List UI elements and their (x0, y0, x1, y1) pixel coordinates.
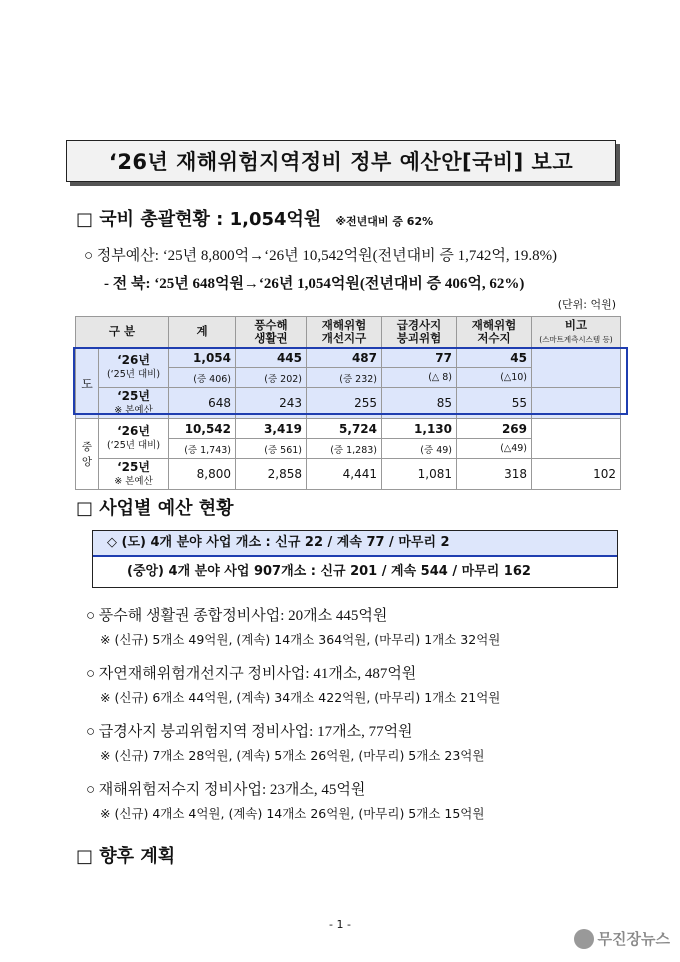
cell-value: 5,724 (307, 419, 382, 439)
cell-value: 318 (457, 459, 532, 490)
row-sublabel: (‘25년 대비) (106, 440, 161, 452)
remark-sub: (스마트계측시스템 등) (539, 335, 613, 344)
section3-heading: □ 향후 계획 (76, 846, 176, 867)
cell-subvalue: (△49) (457, 439, 532, 459)
section2-heading: □ 사업별 예산 현황 (76, 498, 234, 519)
row-label (99, 388, 169, 419)
cell-subvalue: (증 406) (169, 368, 236, 388)
cell-value: 1,054 (169, 348, 236, 368)
group-label: 중앙 (76, 419, 99, 490)
watermark-text: 무진장뉴스 (597, 930, 670, 948)
cell-value: 102 (532, 459, 621, 490)
table-row (76, 419, 621, 439)
row-label (99, 459, 169, 490)
row-sublabel: (‘25년 대비) (106, 369, 161, 381)
cell-value: 2,858 (236, 459, 307, 490)
cell-value: 77 (382, 348, 457, 368)
row-year: ‘25년 (117, 388, 150, 403)
section1-heading (76, 205, 433, 231)
table-row (76, 348, 621, 368)
remark-title: 비고 (564, 317, 588, 332)
project-detail-4: ※ (신규) 4개소 4억원, (계속) 14개소 26억원, (마무리) 5개소 15억원 (100, 806, 485, 821)
project-item-1: ○ 풍수해 생활권 종합정비사업: 20개소 445억원 (86, 608, 388, 624)
row-sublabel: ※ 본예산 (114, 404, 153, 416)
col-header-remark (532, 317, 621, 348)
cell-subvalue: (증 561) (236, 439, 307, 459)
col-header-category: 구 분 (76, 317, 169, 348)
col-header-total: 계 (169, 317, 236, 348)
cell-value (532, 348, 621, 388)
project-detail-3: ※ (신규) 7개소 28억원, (계속) 5개소 26억원, (마무리) 5개소 23억원 (100, 748, 485, 763)
project-item-3: ○ 급경사지 붕괴위험지역 정비사업: 17개소, 77억원 (86, 724, 413, 740)
page-number: - 1 - (329, 918, 351, 931)
cell-value: 3,419 (236, 419, 307, 439)
document-title: ‘26년 재해위험지역정비 정부 예산안[국비] 보고 (66, 140, 616, 182)
cell-value: 1,081 (382, 459, 457, 490)
cell-value: 1,130 (382, 419, 457, 439)
cell-value: 45 (457, 348, 532, 368)
project-item-4: ○ 재해위험저수지 정비사업: 23개소, 45억원 (86, 782, 366, 798)
cell-value: 648 (169, 388, 236, 419)
cell-value: 55 (457, 388, 532, 419)
summary-do: ◇ (도) 4개 분야 사업 개소 : 신규 22 / 계속 77 / 마무리 2 (93, 531, 617, 557)
project-detail-2: ※ (신규) 6개소 44억원, (계속) 34개소 422억원, (마무리) 1개소 21억원 (100, 690, 501, 705)
summary-central: (중앙) 4개 분야 사업 907개소 : 신규 201 / 계속 544 / 마무리 162 (127, 564, 531, 579)
cell-value: 8,800 (169, 459, 236, 490)
cell-value (532, 419, 621, 459)
cell-subvalue: (증 232) (307, 368, 382, 388)
table-header-row (76, 317, 621, 348)
cell-subvalue: (증 49) (382, 439, 457, 459)
section1-note: ※전년대비 증 62% (335, 215, 434, 228)
col-header-slope: 급경사지 붕괴위험 (382, 317, 457, 348)
section1-title: □ 국비 총괄현황 : 1,054억원 (76, 209, 322, 230)
cell-value (532, 388, 621, 419)
cell-subvalue: (증 1,743) (169, 439, 236, 459)
project-item-2: ○ 자연재해위험개선지구 정비사업: 41개소, 487억원 (86, 666, 417, 682)
cell-value: 269 (457, 419, 532, 439)
watermark-logo (574, 928, 670, 949)
cell-value: 445 (236, 348, 307, 368)
project-detail-1: ※ (신규) 5개소 49억원, (계속) 14개소 364억원, (마무리) 1개소 32억원 (100, 632, 501, 647)
cell-value: 487 (307, 348, 382, 368)
cell-value: 4,441 (307, 459, 382, 490)
cell-value: 255 (307, 388, 382, 419)
group-label: 도 (76, 348, 99, 419)
cell-subvalue: (△10) (457, 368, 532, 388)
budget-table (75, 316, 621, 490)
row-year: ‘26년 (117, 424, 150, 439)
row-year: ‘25년 (117, 459, 150, 474)
row-label (99, 348, 169, 388)
jeonbuk-budget-line: - 전 북: ‘25년 648억원→‘26년 1,054억원(전년대비 증 406억, 62%) (104, 276, 525, 292)
col-header-reservoir: 재해위험 저수지 (457, 317, 532, 348)
cell-subvalue: (△ 8) (382, 368, 457, 388)
unit-label: (단위: 억원) (557, 298, 616, 311)
cell-subvalue: (증 1,283) (307, 439, 382, 459)
cell-value: 243 (236, 388, 307, 419)
cell-value: 10,542 (169, 419, 236, 439)
row-year: ‘26년 (117, 353, 150, 368)
cell-value: 85 (382, 388, 457, 419)
gov-budget-line: ○ 정부예산: ‘25년 8,800억→‘26년 10,542억원(전년대비 증 1,742억, 19.8%) (84, 248, 558, 264)
logo-icon (574, 929, 594, 949)
project-summary-box (92, 530, 618, 588)
col-header-storm: 풍수해 생활권 (236, 317, 307, 348)
row-sublabel: ※ 본예산 (114, 475, 153, 487)
col-header-risk-district: 재해위험 개선지구 (307, 317, 382, 348)
row-label (99, 419, 169, 459)
cell-subvalue: (증 202) (236, 368, 307, 388)
